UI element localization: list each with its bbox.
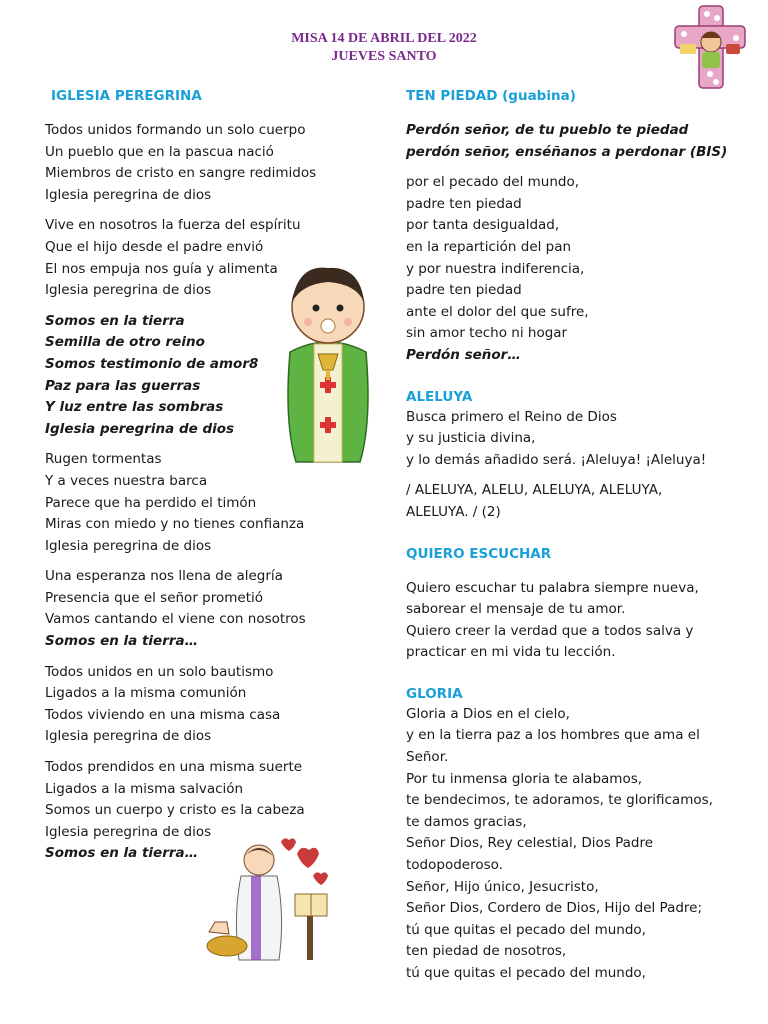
lyric-line: perdón señor, enséñanos a perdonar (BIS) [406, 143, 728, 160]
lyric-line: Rugen tormentas [45, 451, 162, 468]
lyric-line: Señor Dios, Cordero de Dios, Hijo del Padre; [406, 900, 703, 917]
lyric-line: Somos testimonio de amor8 [45, 355, 259, 372]
lyric-line: Iglesia peregrina de dios [45, 282, 212, 299]
lyric-line: Y luz entre las sombras [45, 399, 224, 416]
lyric-line: Somos en la tierra [45, 312, 185, 329]
lyric-line: Señor, Hijo único, Jesucristo, [406, 878, 599, 895]
document-header [180, 30, 588, 66]
lyric-line: Un pueblo que en la pascua nació [45, 143, 274, 160]
lyric-line: y lo demás añadido será. ¡Aleluya! ¡Aleluya! [406, 451, 707, 468]
verse [406, 407, 736, 472]
lyric-line: ante el dolor del que sufre, [406, 303, 589, 320]
verse [406, 172, 736, 345]
lyric-line: Una esperanza nos llena de alegría [45, 568, 283, 585]
lyric-line: Iglesia peregrina de dios [45, 537, 212, 554]
lyric-line: Iglesia peregrina de dios [45, 823, 212, 840]
lyrics-container [45, 120, 345, 865]
lyric-line: Todos unidos en un solo bautismo [45, 663, 274, 680]
lyric-line: y su justicia divina, [406, 430, 536, 447]
lyric-line: te bendecimos, te adoramos, te glorificamos, [406, 792, 713, 809]
chorus-reprise: Somos en la tierra… [45, 845, 199, 862]
lyric-line: Presencia que el señor prometió [45, 589, 264, 606]
section-title: ALELUYA [406, 388, 473, 405]
lyric-line: te damos gracias, [406, 813, 527, 830]
stanza [45, 662, 345, 748]
lyric-line: en la repartición del pan [406, 238, 572, 255]
lyric-line: tú que quitas el pecado del mundo, [406, 921, 646, 938]
lyric-line: Miras con miedo y no tienes confianza [45, 516, 305, 533]
document-title: MISA 14 DE ABRIL DEL 2022 [291, 31, 477, 46]
lyric-line: El nos empuja nos guía y alimenta [45, 260, 278, 277]
lyric-line: Por tu inmensa gloria te alabamos, [406, 770, 643, 787]
section-title: TEN PIEDAD (guabina) [406, 88, 576, 104]
lyric-line: practicar en mi vida tu lección. [406, 644, 616, 661]
lyric-line: Señor. [406, 749, 449, 766]
lyric-line: saborear el mensaje de tu amor. [406, 601, 626, 618]
lyric-line: / ALELUYA, ALELU, ALELUYA, ALELUYA, [406, 482, 663, 499]
songs-right-column [406, 86, 736, 1005]
lyric-line: Parece que ha perdido el timón [45, 494, 257, 511]
lyric-line: ten piedad de nosotros, [406, 943, 567, 960]
lyric-line: y por nuestra indiferencia, [406, 260, 585, 277]
song-iglesia-peregrina [45, 86, 345, 874]
lyric-line: Ligados a la misma comunión [45, 685, 247, 702]
lyric-line: por el pecado del mundo, [406, 174, 580, 191]
lyric-line: tú que quitas el pecado del mundo, [406, 965, 646, 981]
stanza [45, 566, 345, 652]
verse [406, 578, 736, 664]
lyric-line: y en la tierra paz a los hombres que ama el [406, 727, 700, 744]
lyric-line: por tanta desigualdad, [406, 217, 560, 234]
lyric-line: Miembros de cristo en sangre redimidos [45, 165, 317, 182]
chorus-reprise: Somos en la tierra… [45, 633, 199, 650]
song-gloria [406, 684, 736, 985]
stanza [45, 120, 345, 206]
lyric-line: Ligados a la misma salvación [45, 780, 244, 797]
verse [406, 704, 736, 985]
lyric-line: Quiero creer la verdad que a todos salva y [406, 622, 694, 639]
lyric-line: padre ten piedad [406, 282, 522, 299]
lyric-line: Vive en nosotros la fuerza del espíritu [45, 217, 301, 234]
lyric-line: Iglesia peregrina de dios [45, 728, 212, 745]
lyric-line: Señor Dios, Rey celestial, Dios Padre [406, 835, 654, 852]
lyric-line: Iglesia peregrina de dios [45, 420, 235, 437]
section-title: QUIERO ESCUCHAR [406, 545, 552, 562]
priest-illustration [278, 262, 378, 472]
lyric-line: Paz para las guerras [45, 377, 201, 394]
lyric-line: Todos viviendo en una misma casa [45, 706, 281, 723]
refrain [406, 480, 736, 523]
lyric-line: Somos un cuerpo y cristo es la cabeza [45, 802, 305, 819]
lyric-line: Todos unidos formando un solo cuerpo [45, 122, 306, 138]
lyric-line: Quiero escuchar tu palabra siempre nueva, [406, 579, 699, 596]
lyric-line: Semilla de otro reino [45, 334, 205, 351]
lyric-line: Todos prendidos en una misma suerte [45, 759, 303, 776]
chorus [406, 120, 736, 163]
section-title: IGLESIA PEREGRINA [51, 88, 202, 104]
lyric-line: Perdón señor, de tu pueblo te piedad [406, 122, 689, 138]
chorus-reprise: Perdón señor… [406, 346, 521, 363]
section-title: GLORIA [406, 685, 463, 702]
lyric-line: Que el hijo desde el padre envió [45, 238, 264, 255]
lyric-line: Iglesia peregrina de dios [45, 186, 212, 203]
lyric-line: padre ten piedad [406, 195, 522, 212]
lyric-line: todopoderoso. [406, 857, 503, 874]
document-subtitle: JUEVES SANTO [331, 49, 437, 64]
song-aleluya [406, 387, 736, 524]
lyric-line: Gloria a Dios en el cielo, [406, 705, 570, 722]
song-ten-piedad [406, 86, 736, 367]
lyric-line: Vamos cantando el viene con nosotros [45, 611, 306, 628]
lyric-line: sin amor techo ni hogar [406, 325, 568, 342]
lyric-line: Y a veces nuestra barca [45, 472, 208, 489]
lyric-line: ALELUYA. / (2) [406, 503, 501, 520]
song-quiero-escuchar [406, 544, 736, 664]
lyric-line: Busca primero el Reino de Dios [406, 408, 617, 425]
foot-washing-illustration [205, 836, 335, 966]
cross-illustration [672, 4, 748, 90]
